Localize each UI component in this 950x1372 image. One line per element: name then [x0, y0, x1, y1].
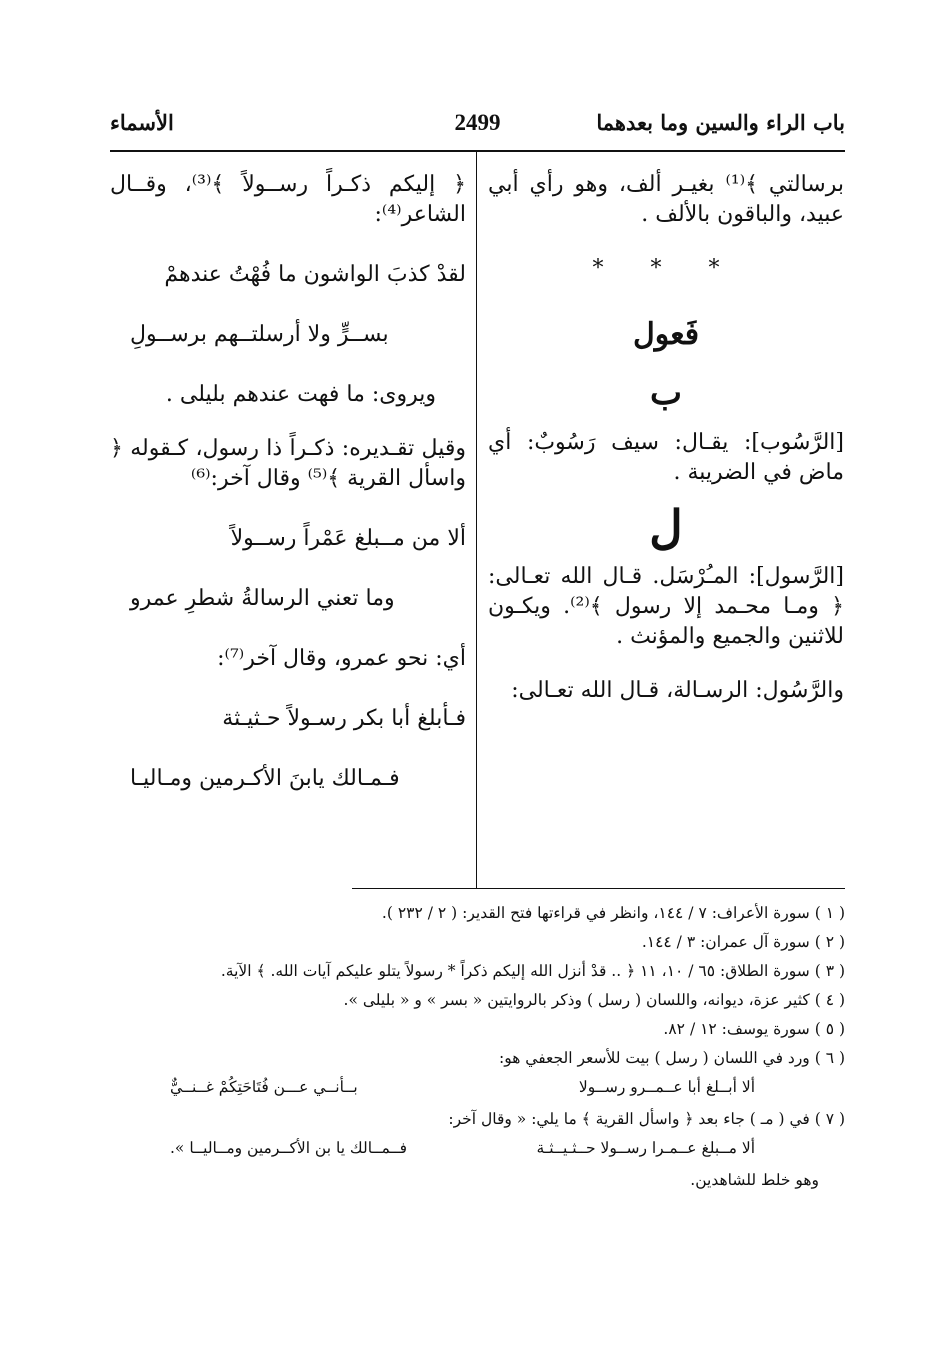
- footnote: ( ٣ ) سورة الطلاق: ٦٥ / ١٠، ١١ ﴿ .. قدْ أنزل الله إليكم ذكراً * رسولاً يتلو عليكم آيات الله. ﴾ الآية.: [220, 962, 845, 980]
- column-divider: [476, 152, 477, 888]
- footnote: وهو خلط للشاهدين.: [690, 1171, 819, 1189]
- paragraph: ويروى: ما فهت عندهم بليلى .: [165, 382, 436, 407]
- verse-line: فـأبلغ أبا بكر رسـولاً حـثيـثة: [222, 706, 466, 731]
- footnote: ( ٧ ) في ( مـ ) جاء بعد ﴿ واسأل القرية ﴾ ما يلي: « وقال آخر:: [448, 1110, 845, 1128]
- entry-rasul: [الرَّسول]: المـُرْسَل. قـال الله تعـالى: ﴿ ومـا محـمد إلا رسول ﴾⁽²⁾. ويكـون للاثنين والجميع والمؤنث .: [488, 564, 844, 649]
- entry-rasub: [الرَّسُوب]: يقـال: سيف رَسُوبٌ: أي ماض في الضريبة .: [488, 430, 844, 485]
- footnote: ( ٥ ) سورة يوسف: ١٢ / ٨٢.: [663, 1020, 845, 1038]
- verse-line: بســرٍّ ولا أرسلتــهم برســولِ: [130, 322, 389, 347]
- page-header: [110, 110, 845, 146]
- footnote: ( ٦ ) ورد في اللسان ( رسل ) بيت للأسعر الجعفي هو:: [498, 1049, 845, 1067]
- letter-heading-l: ل: [649, 500, 683, 554]
- footnotes: [120, 900, 845, 1196]
- footnote-rule: [352, 888, 845, 889]
- stars-separator: * * *: [592, 256, 740, 281]
- right-column: [488, 170, 844, 730]
- paragraph: ﴿ إليكم ذكـراً رســولاً ﴾⁽³⁾، وقــال الشاعر⁽⁴⁾:: [110, 172, 467, 227]
- page-number: 2499: [454, 110, 501, 135]
- verse-line: لقدْ كذبَ الواشون ما فُهْتُ عندهمْ: [164, 262, 466, 287]
- verse-line: فـمـالك يابنَ الأكـرمين ومـاليـا: [130, 766, 400, 791]
- section-title: فَعول: [632, 317, 700, 352]
- paragraph: وقيل تقـديره: ذكـراً ذا رسول، كـقوله ﴿ واسأل القرية ﴾⁽⁵⁾ وقال آخر:⁽⁶⁾: [110, 436, 466, 491]
- footnote: ( ٢ ) سورة آل عمران: ٣ / ١٤٤.: [641, 933, 845, 951]
- verse-hemistich: فــمــالك يا بن الأكــرمين ومــاليــا ».: [170, 1139, 407, 1157]
- verse-hemistich: ألا أبــلغ أبا عــمــرو رســولا: [578, 1078, 755, 1096]
- footnote: ( ١ ) سورة الأعراف: ٧ / ١٤٤، وانظر في قراءتها فتح القدير: ( ٢ / ٢٣٢ ).: [381, 904, 845, 922]
- verse-hemistich: ألا مــبلغ عــمـرا رســولا حــثـيــثـة: [536, 1139, 755, 1157]
- verse-line: ألا من مــبلغ عَمْراً رســولاً: [230, 526, 466, 551]
- verse-hemistich: بــأنــي عـــن فُتَاحَتِكُمْ غــنــيٌّ: [170, 1078, 358, 1096]
- left-column: [110, 170, 466, 824]
- paragraph: برسالتي ﴾⁽¹⁾ بغيـر ألف، وهو رأي أبي عبيد، والباقون بالألف .: [488, 172, 844, 227]
- footnote: ( ٤ ) كثير عزة، ديوانه، واللسان ( رسل ) وذكر بالروايتين « بسر » و « بليلى ».: [343, 991, 845, 1009]
- entry-rasul-risala: والرَّسُول: الرسـالة، قـال الله تعـالى:: [511, 678, 844, 703]
- section-heading: باب الراء والسين وما بعدهما: [596, 110, 845, 135]
- verse-line: وما تعني الرسالةُ شطرِ عمرو: [130, 586, 395, 611]
- letter-heading-b: ب: [649, 373, 682, 413]
- paragraph: أي: نحو عمرو، وقال آخر⁽⁷⁾:: [217, 646, 466, 671]
- footnote-verse: [120, 1135, 845, 1161]
- header-rule: [110, 150, 845, 152]
- footnote-verse: [120, 1074, 845, 1100]
- category-heading: الأسماء: [110, 110, 174, 135]
